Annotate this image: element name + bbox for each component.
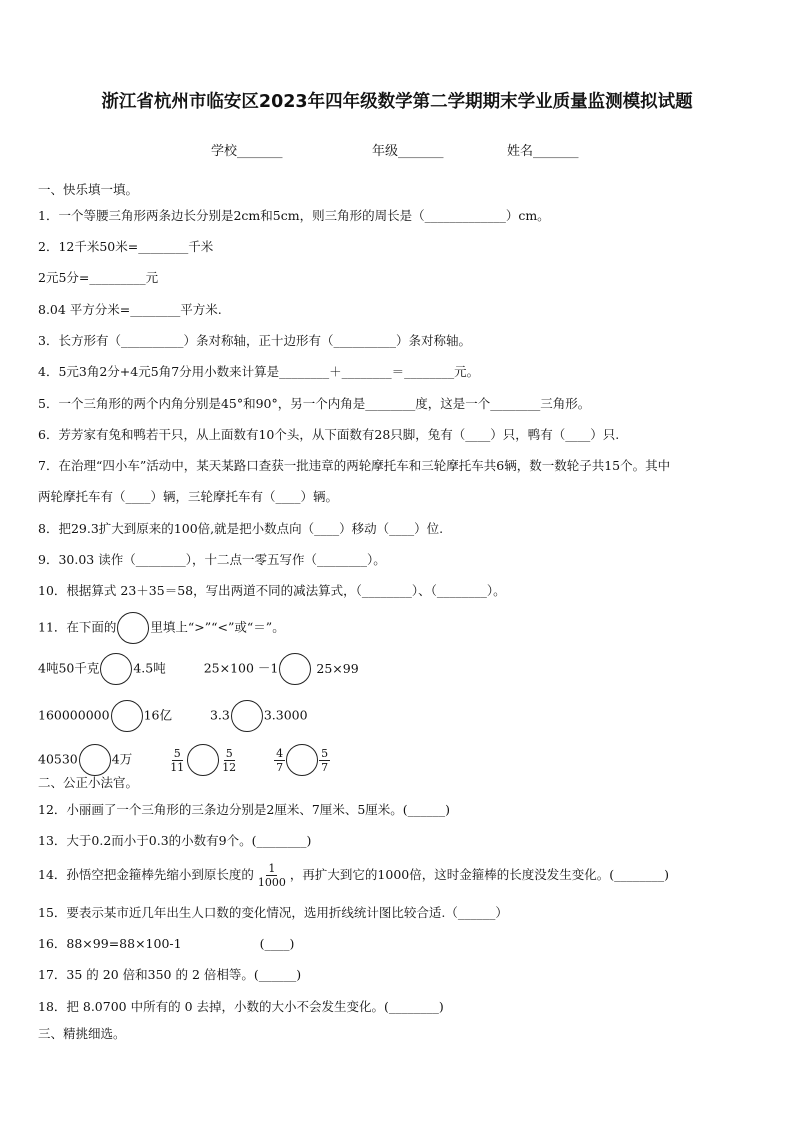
answer-circle[interactable] xyxy=(100,653,132,685)
answer-circle[interactable] xyxy=(111,700,143,732)
fraction: $\frac{5}{12}$ xyxy=(222,746,237,774)
question-16-blank: (____) xyxy=(259,936,295,951)
question-1: 1．一个等腰三角形两条边长分别是2cm和5cm，则三角形的周长是（_____________）cm。 xyxy=(38,208,550,223)
question-12: 12．小丽画了一个三角形的三条边分别是2厘米、7厘米、5厘米。(______) xyxy=(38,802,451,817)
compare-right: 25×99 xyxy=(316,660,359,676)
compare-left: 160000000 xyxy=(38,707,110,723)
question-4: 4．5元3角2分+4元5角7分用小数来计算是________＋________＝________元。 xyxy=(38,364,480,379)
section-2-heading: 二、公正小法官。 xyxy=(38,775,139,790)
exam-title: 浙江省杭州市临安区2023年四年级数学第二学期期末学业质量监测模拟试题 xyxy=(101,92,693,112)
compare-right: 4万 xyxy=(111,751,133,767)
compare-left: 25×100 －1 xyxy=(203,660,279,676)
compare-left: 3.3 xyxy=(209,707,230,723)
section-1-heading: 一、快乐填一填。 xyxy=(38,182,139,197)
question-3: 3．长方形有（__________）条对称轴，正十边形有（__________）条对称轴。 xyxy=(38,333,471,348)
answer-circle[interactable] xyxy=(231,700,263,732)
question-11-text-start: 11．在下面的 xyxy=(38,619,117,635)
question-9: 9．30.03 读作（________），十二点一零五写作（________）。 xyxy=(38,552,386,567)
fraction: $\frac{1}{1000}$ xyxy=(257,862,286,889)
fraction: $\frac{5}{7}$ xyxy=(321,746,329,774)
compare-row-2 xyxy=(38,700,308,732)
question-2b: 2元5分=_________元 xyxy=(38,270,159,285)
compare-right: 3.3000 xyxy=(263,707,308,723)
question-2a: 2．12千米50米=________千米 xyxy=(38,239,214,254)
name-field: 姓名_______ xyxy=(507,144,579,159)
compare-row-3 xyxy=(38,744,330,776)
answer-circle[interactable] xyxy=(286,744,318,776)
school-field: 学校_______ xyxy=(211,144,283,159)
compare-right: 4.5吨 xyxy=(133,660,166,676)
answer-circle[interactable] xyxy=(187,744,219,776)
compare-row-1 xyxy=(38,653,359,685)
fraction: $\frac{5}{11}$ xyxy=(170,746,185,774)
compare-left: 40530 xyxy=(38,751,78,767)
question-17: 17．35 的 20 倍和350 的 2 倍相等。(______) xyxy=(38,967,302,982)
question-14-text-start: 14．孙悟空把金箍棒先缩小到原长度的 xyxy=(38,867,254,882)
question-15: 15．要表示某市近几年出生人口数的变化情况，选用折线统计图比较合适.（______） xyxy=(38,905,508,920)
question-13: 13．大于0.2而小于0.3的小数有9个。(________) xyxy=(38,833,312,848)
question-6: 6．芳芳家有兔和鸭若干只，从上面数有10个头，从下面数有28只脚，兔有（____）只，鸭有（____）只. xyxy=(38,427,620,442)
question-7a: 7．在治理“四小车”活动中，某天某路口查获一批违章的两轮摩托车和三轮摩托车共6辆，数一数轮子共15个。其中 xyxy=(38,458,671,473)
compare-circle xyxy=(117,612,149,644)
question-18: 18．把 8.0700 中所有的 0 去掉，小数的大小不会发生变化。(________) xyxy=(38,999,444,1014)
question-16-text: 16．88×99=88×100-1 xyxy=(38,936,182,951)
answer-circle[interactable] xyxy=(79,744,111,776)
question-7b: 两轮摩托车有（____）辆，三轮摩托车有（____）辆。 xyxy=(38,489,339,504)
question-5: 5．一个三角形的两个内角分别是45°和90°，另一个内角是________度，这是一个________三角形。 xyxy=(38,396,591,411)
question-2c: 8.04 平方分米=________平方米. xyxy=(38,302,222,317)
question-14-text-end: ，再扩大到它的1000倍，这时金箍棒的长度没发生变化。(________) xyxy=(289,867,669,882)
fraction: $\frac{4}{7}$ xyxy=(276,746,284,774)
answer-circle[interactable] xyxy=(279,653,311,685)
question-14 xyxy=(38,862,669,889)
question-11-text-end: 里填上“>”“<”或“＝”。 xyxy=(150,619,285,635)
question-16 xyxy=(38,936,294,952)
grade-field: 年级_______ xyxy=(372,144,444,159)
question-8: 8．把29.3扩大到原来的100倍,就是把小数点向（____）移动（____）位. xyxy=(38,521,444,536)
question-10: 10．根据算式 23＋35＝58，写出两道不同的减法算式，（________）、（________）。 xyxy=(38,583,506,598)
question-11 xyxy=(38,612,285,644)
compare-right: 16亿 xyxy=(143,707,172,723)
section-3-heading: 三、精挑细选。 xyxy=(38,1026,126,1041)
compare-left: 4吨50千克 xyxy=(38,660,100,676)
